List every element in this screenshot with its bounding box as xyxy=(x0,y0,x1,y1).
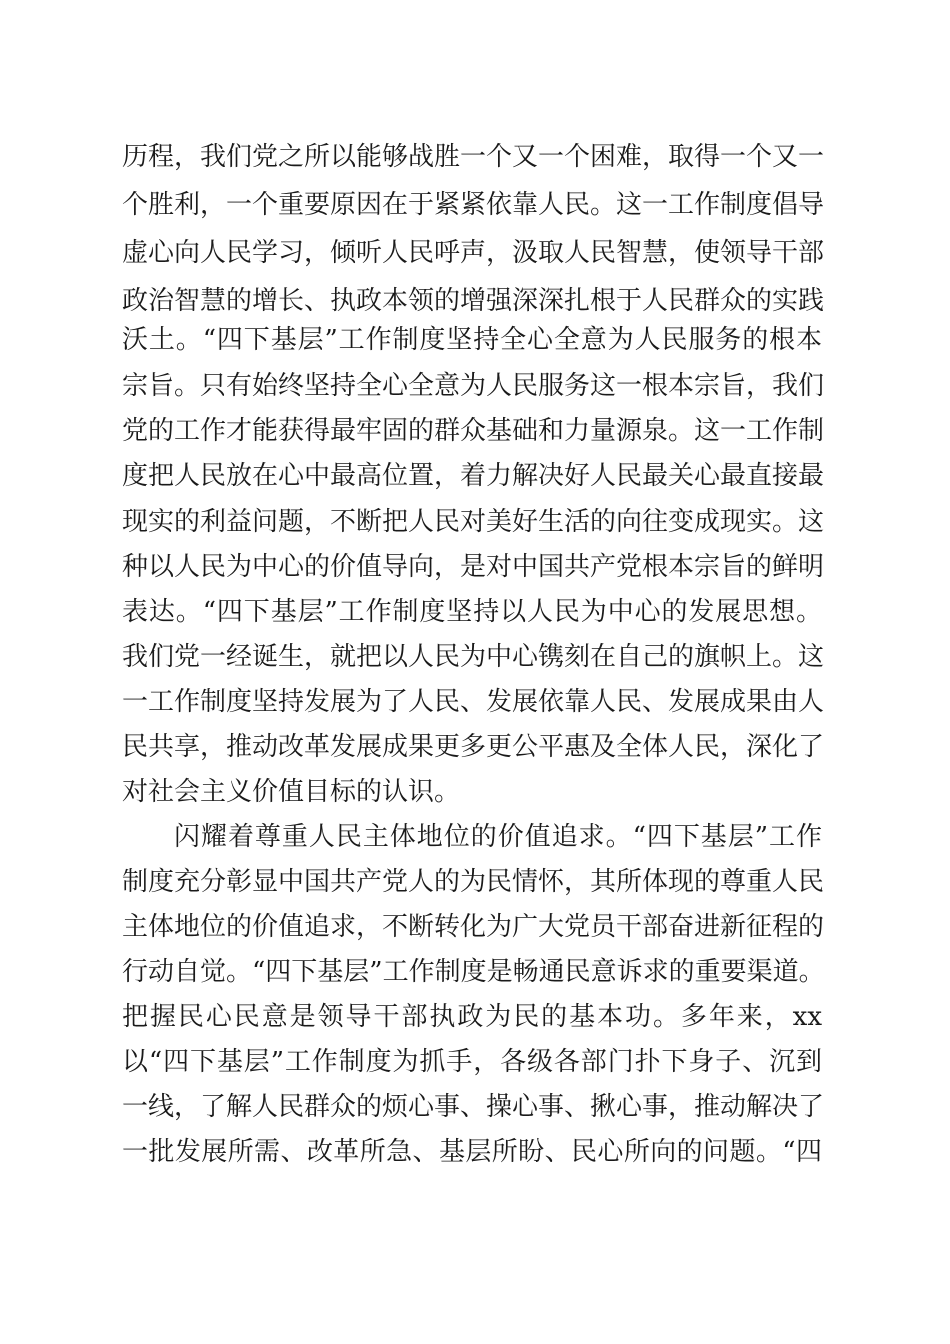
paragraph-2-line-7: 一线，了解人民群众的烦心事、操心事、揪心事，推动解决了 xyxy=(122,1092,825,1122)
paragraph-2-line-2: 制度充分彰显中国共产党人的为民情怀，其所体现的尊重人民 xyxy=(122,867,825,897)
paragraph-1-line-15: 对社会主义价值目标的认识。 xyxy=(122,777,461,807)
paragraph-1-line-14: 民共享，推动改革发展成果更多更公平惠及全体人民，深化了 xyxy=(122,732,825,762)
paragraph-2-line-6: 以“四下基层”工作制度为抓手，各级各部门扑下身子、沉到 xyxy=(122,1047,822,1077)
paragraph-1-line-4: 政治智慧的增长、执政本领的增强深深扎根于人民群众的实践 xyxy=(122,286,825,316)
paragraph-1-line-13: 一工作制度坚持发展为了人民、发展依靠人民、发展成果由人 xyxy=(122,687,825,717)
paragraph-1-line-9: 现实的利益问题，不断把人民对美好生活的向往变成现实。这 xyxy=(122,507,825,537)
paragraph-2-line-8: 一批发展所需、改革所急、基层所盼、民心所向的问题。“四 xyxy=(122,1137,822,1167)
paragraph-2-line-5: 把握民心民意是领导干部执政为民的基本功。多年来，xx xyxy=(122,1002,822,1032)
paragraph-1-line-12: 我们党一经诞生，就把以人民为中心镌刻在自己的旗帜上。这 xyxy=(122,642,825,672)
paragraph-1-line-5: 沃土。“四下基层”工作制度坚持全心全意为人民服务的根本 xyxy=(122,325,822,355)
paragraph-1-line-6: 宗旨。只有始终坚持全心全意为人民服务这一根本宗旨，我们 xyxy=(122,371,825,401)
paragraph-1-line-10: 种以人民为中心的价值导向，是对中国共产党根本宗旨的鲜明 xyxy=(122,552,825,582)
paragraph-1-line-2: 个胜利，一个重要原因在于紧紧依靠人民。这一工作制度倡导 xyxy=(122,190,825,220)
paragraph-2-line-3: 主体地位的价值追求，不断转化为广大党员干部奋进新征程的 xyxy=(122,912,825,942)
paragraph-1-line-8: 度把人民放在心中最高位置，着力解决好人民最关心最直接最 xyxy=(122,461,825,491)
paragraph-1-line-1: 历程，我们党之所以能够战胜一个又一个困难，取得一个又一 xyxy=(122,142,825,172)
paragraph-1-line-7: 党的工作才能获得最牢固的群众基础和力量源泉。这一工作制 xyxy=(122,416,825,446)
paragraph-1-line-3: 虚心向人民学习，倾听人民呼声，汲取人民智慧，使领导干部 xyxy=(122,238,825,268)
paragraph-2-line-1: 闪耀着尊重人民主体地位的价值追求。“四下基层”工作 xyxy=(174,822,822,852)
paragraph-2-line-4: 行动自觉。“四下基层”工作制度是畅通民意诉求的重要渠道。 xyxy=(122,957,825,987)
paragraph-1-line-11: 表达。“四下基层”工作制度坚持以人民为中心的发展思想。 xyxy=(122,597,822,627)
